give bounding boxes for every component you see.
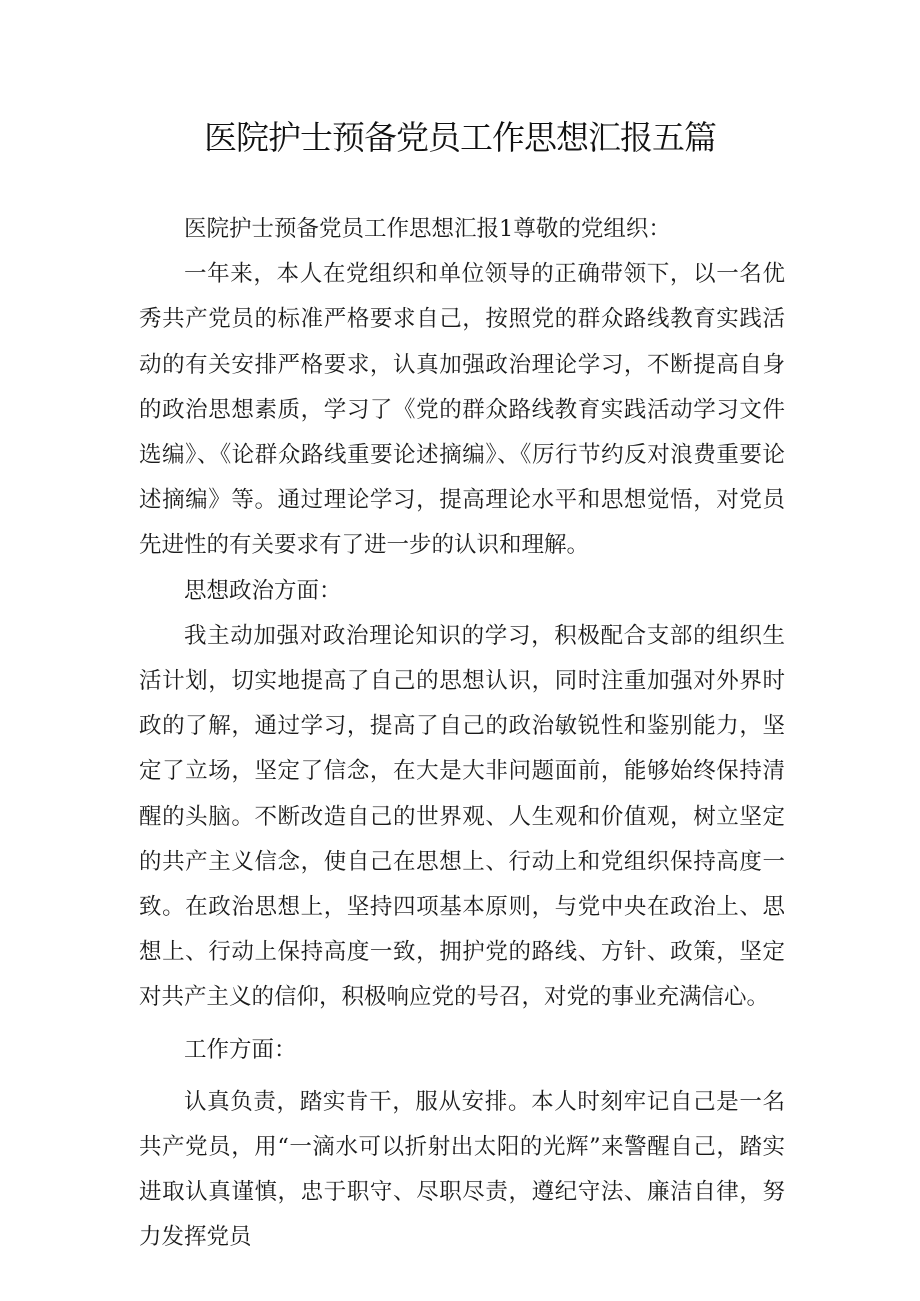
section-heading-ideology: 思想政治方面：	[184, 577, 342, 604]
salutation-paragraph: 医院护士预备党员工作思想汇报1尊敬的党组织：	[184, 216, 671, 242]
section-heading-work: 工作方面：	[184, 1036, 297, 1063]
intro-paragraph: 一年来，本人在党组织和单位领导的正确带领下，以一名优秀共产党员的标准严格要求自己，按照党的群众路线教育实践活动的有关安排严格要求，认真加强政治理论学习，不断提高自身的政治思想素质，学习了《党的群众路线教育实践活动学习文件选编》、《论群众路线重要论述摘编》、《厉行节约反对浪费重要论述摘编》等。通过理论学习，提高理论水平和思想觉悟，对党员先进性的有关要求有了进一步的认识和理解。	[139, 261, 785, 559]
work-paragraph: 认真负责，踏实肯干，服从安排。本人时刻牢记自己是一名共产党员，用“一滴水可以折射出太阳的光辉”来警醒自己，踏实进取认真谨慎，忠于职守、尽职尽责，遵纪守法、廉洁自律，努力发挥党员	[139, 1088, 785, 1251]
document-body	[139, 207, 785, 1261]
ideology-paragraph: 我主动加强对政治理论知识的学习，积极配合支部的组织生活计划，切实地提高了自己的思想认识，同时注重加强对外界时政的了解，通过学习，提高了自己的政治敏锐性和鉴别能力，坚定了立场，坚定了信念，在大是大非问题面前，能够始终保持清醒的头脑。不断改造自己的世界观、人生观和价值观，树立坚定的共产主义信念，使自己在思想上、行动上和党组织保持高度一致。在政治思想上，坚持四项基本原则，与党中央在政治上、思想上、行动上保持高度一致，拥护党的路线、方针、政策，坚定对共产主义的信仰，积极响应党的号召，对党的事业充满信心。	[139, 622, 785, 1011]
document-title: 医院护士预备党员工作思想汇报五篇	[204, 118, 716, 157]
